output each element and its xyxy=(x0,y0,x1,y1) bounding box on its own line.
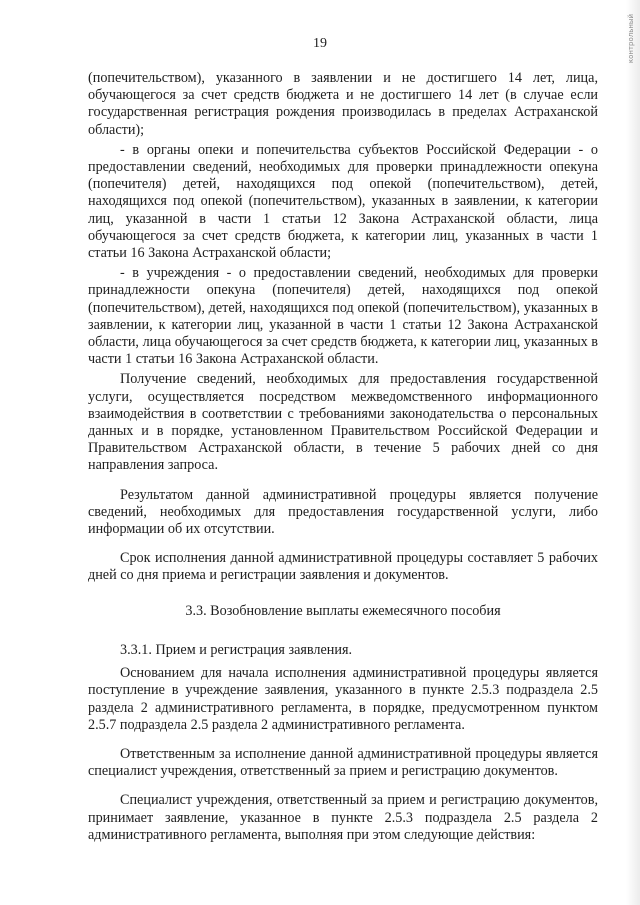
paragraph: Получение сведений, необходимых для предоставления государственной услуги, осуществляется посредством межведомственного информационного взаимодействия в соответствии с требованиями законодательства о персональных данных и в порядке, установленном Правительством Российской Федерации и Правительством Астраханской области, в течение 5 рабочих дней со дня направления запроса. xyxy=(88,371,598,474)
paragraphs-top xyxy=(88,70,598,585)
paragraph: - в органы опеки и попечительства субъектов Российской Федерации - о предоставлении сведений, необходимых для проверки принадлежности опекуна (попечителя) детей, находящихся под опекой (попечительством), детей, находящихся под опекой (попечительством), указанных в заявлении, к категории лиц, указанной в части 1 статьи 12 Закона Астраханской области, лица обучающегося за счет средств бюджета, к категории лиц, указанных в части 1 статьи 16 Закона Астраханской области; xyxy=(88,141,598,262)
paragraph: Ответственным за исполнение данной административной процедуры является специалист учреждения, ответственный за прием и регистрацию документов. xyxy=(88,745,598,780)
document-body xyxy=(88,70,598,847)
paragraph: Срок исполнения данной административной процедуры составляет 5 рабочих дней со дня приема и регистрации заявления и документов. xyxy=(88,550,598,584)
paragraph: Результатом данной административной процедуры является получение сведений, необходимых для предоставления государственной услуги, либо информации об их отсутствии. xyxy=(88,486,598,538)
edge-mark-text: контрольный xyxy=(627,14,635,64)
paragraph: - в учреждения - о предоставлении сведений, необходимых для проверки принадлежности опекуна (попечителя) детей, находящихся под опекой (попечительством), детей, находящихся под опекой (попечительством), указанных в заявлении, к категории лиц, указанной в части 1 статьи 12 Закона Астраханской области, лица обучающегося за счет средств бюджета, к категории лиц, указанных в части 1 статьи 16 Закона Астраханской области. xyxy=(88,265,598,368)
paragraphs-bottom xyxy=(88,642,598,844)
scan-edge-shadow xyxy=(626,0,640,905)
paragraph: Основанием для начала исполнения административной процедуры является поступление в учреждение заявления, указанного в пункте 2.5.3 подраздела 2.5 раздела 2 административного регламента, в порядке, предусмотренном пунктом 2.5.7 подраздела 2.5 раздела 2 административного регламента. xyxy=(88,665,598,733)
paragraph: Специалист учреждения, ответственный за прием и регистрацию документов, принимает заявление, указанное в пункте 2.5.3 подраздела 2.5 раздела 2 административного регламента, выполняя при этом следующие действия: xyxy=(88,792,598,843)
paragraph: 3.3.1. Прием и регистрация заявления. xyxy=(120,641,353,658)
page-number: 19 xyxy=(313,36,327,51)
section-heading: 3.3. Возобновление выплаты ежемесячного пособия xyxy=(185,602,501,619)
paragraph: (попечительством), указанного в заявлении и не достигшего 14 лет, лица, обучающегося за счет средств бюджета и не достигшего 14 лет (в случае если государственная регистрация рождения производилась в пределах Астраханской области); xyxy=(88,70,598,138)
